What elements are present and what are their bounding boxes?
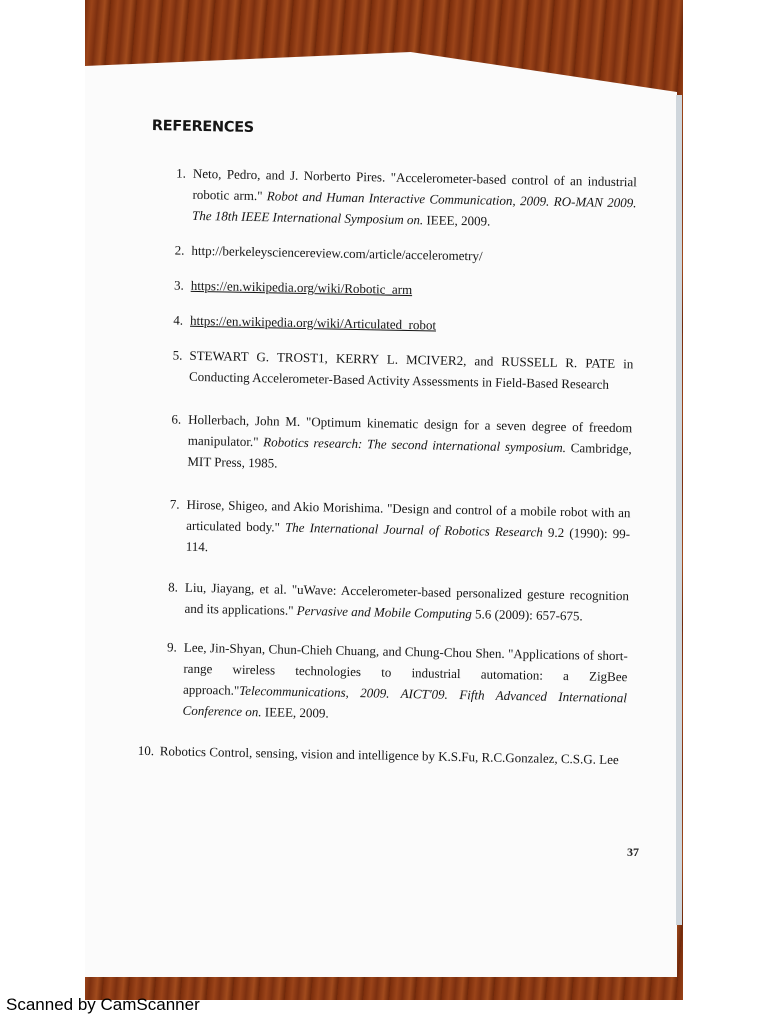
reference-item [138,740,626,770]
reference-number: 9. [166,639,177,655]
reference-link: https://en.wikipedia.org/wiki/Articulated_robot [189,312,437,333]
reference-text: Liu, Jiayang, et al. "uWave: Accelerometer-based personalized gesture recognition and its applications." Pervasive and Mobile Computing 5.6 (2009): 657-675. [184,579,630,624]
reference-item [147,274,635,304]
reference-list [138,162,637,770]
reference-text: Robotics Control, sensing, vision and intelligence by K.S.Fu, R.C.Gonzalez, C.S.G. Lee [159,743,619,768]
page-stack-edge [676,95,682,925]
reference-item [142,493,631,565]
reference-number: 8. [168,579,179,595]
reference-number: 2. [174,242,185,258]
reference-item [143,408,632,480]
reference-item [146,309,634,339]
reference-number: 6. [171,411,182,427]
reference-number: 5. [172,347,183,363]
references-heading: REFERENCES [151,118,255,136]
reference-item [138,636,628,729]
page-number: 37 [627,845,639,859]
reference-item [145,344,634,395]
reference-number: 3. [173,277,184,293]
reference-text: Lee, Jin-Shyan, Chun-Chieh Chuang, and Chung-Chou Shen. "Applications of short-range wireless technologies to industrial automation: a ZigBee approach."Telecommunications, 2009. AICT'09. Fifth Advanced International Conference on. IEEE, 2009. [182,639,628,721]
reference-item [148,162,637,234]
reference-number: 10. [137,742,155,759]
reference-number: 7. [169,496,180,512]
reference-number: 1. [176,165,187,181]
reference-link: https://en.wikipedia.org/wiki/Robotic_arm [190,277,413,298]
reference-item [140,576,629,627]
reference-text: Neto, Pedro, and J. Norberto Pires. "Accelerometer-based control of an industrial robotic arm." Robot and Human Interactive Communication, 2009. RO-MAN 2009. The 18th IEEE International Symposium on. IEEE, 2009. [191,165,638,229]
reference-text: Hirose, Shigeo, and Akio Morishima. "Design and control of a mobile robot with an articulated body." The International Journal of Robotics Research 9.2 (1990): 99-114. [185,496,631,555]
reference-number: 4. [173,312,184,328]
page-content [137,118,638,784]
reference-item [147,239,635,269]
reference-text: Hollerbach, John M. "Optimum kinematic design for a seven degree of freedom manipulator." Robotics research: The second international symposium. Cambridge, MIT Press, 1985. [187,411,633,471]
reference-text: STEWART G. TROST1, KERRY L. MCIVER2, and RUSSELL R. PATE in Conducting Accelerometer-Based Activity Assessments in Field-Based Research [188,347,634,392]
scanner-watermark: Scanned by CamScanner [6,995,200,1014]
reference-link: http://berkeleysciencereview.com/article/accelerometry/ [191,242,483,264]
